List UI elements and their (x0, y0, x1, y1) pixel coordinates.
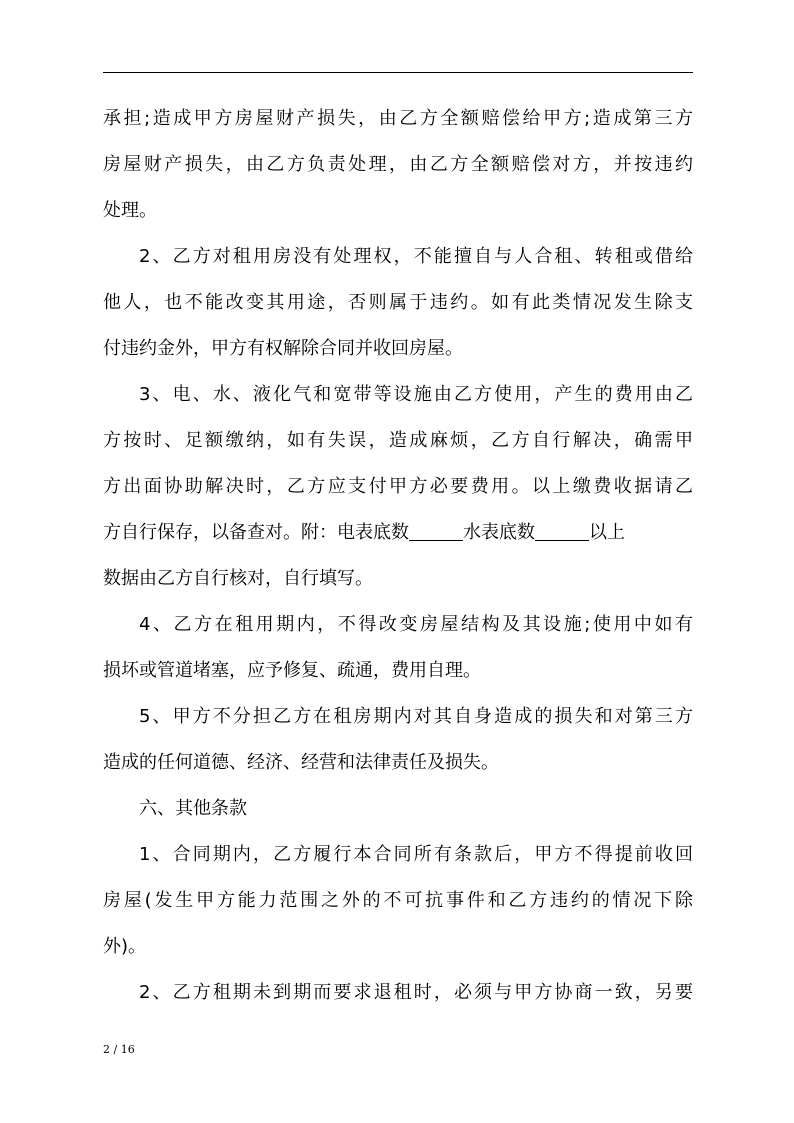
meter-text-c: 以上 (589, 522, 625, 543)
section-heading: 六、其他条款 (139, 798, 247, 819)
paragraph-line: 房屋(发生甲方能力范围之外的不可抗事件和乙方违约的情况下除 (103, 890, 693, 911)
section-6-clause-1-line: 1、合同期内，乙方履行本合同所有条款后，甲方不得提前收回 (139, 844, 693, 865)
meter-text-a: 方自行保存，以备查对。附：电表底数 (103, 522, 409, 543)
paragraph-line: 数据由乙方自行核对，自行填写。 (103, 568, 373, 589)
page-number: 2 / 16 (103, 1043, 135, 1056)
clause-5-line: 5、甲方不分担乙方在租房期内对其自身造成的损失和对第三方 (139, 706, 693, 727)
clause-4-line: 4、乙方在租用期内，不得改变房屋结构及其设施;使用中如有 (139, 614, 693, 635)
paragraph-line: 方按时、足额缴纳，如有失误，造成麻烦，乙方自行解决，确需甲 (103, 430, 693, 451)
paragraph-line: 承担;造成甲方房屋财产损失，由乙方全额赔偿给甲方;造成第三方 (103, 108, 693, 129)
clause-2-line: 2、乙方对租用房没有处理权，不能擅自与人合租、转租或借给 (139, 246, 693, 267)
meter-text-b: 水表底数 (463, 522, 535, 543)
clause-3-line: 3、电、水、液化气和宽带等设施由乙方使用，产生的费用由乙 (139, 384, 693, 405)
water-meter-blank (535, 522, 589, 541)
document-body (103, 96, 693, 1016)
paragraph-line: 付违约金外，甲方有权解除合同并收回房屋。 (103, 338, 463, 359)
paragraph-line: 造成的任何道德、经济、经营和法律责任及损失。 (103, 752, 499, 773)
paragraph-line: 损坏或管道堵塞，应予修复、疏通，费用自理。 (103, 660, 481, 681)
header-rule (103, 72, 693, 73)
paragraph-line: 他人，也不能改变其用途，否则属于违约。如有此类情况发生除支 (103, 292, 693, 313)
section-6-clause-2-line: 2、乙方租期未到期而要求退租时，必须与甲方协商一致，另要 (139, 982, 693, 1003)
paragraph-line: 处理。 (103, 200, 157, 221)
paragraph-line: 方出面协助解决时，乙方应支付甲方必要费用。以上缴费收据请乙 (103, 476, 693, 497)
paragraph-line: 房屋财产损失，由乙方负责处理，由乙方全额赔偿对方，并按违约 (103, 154, 693, 175)
electric-meter-blank (409, 522, 463, 541)
paragraph-line: 外)。 (103, 936, 147, 957)
meter-readings-line (103, 510, 693, 556)
